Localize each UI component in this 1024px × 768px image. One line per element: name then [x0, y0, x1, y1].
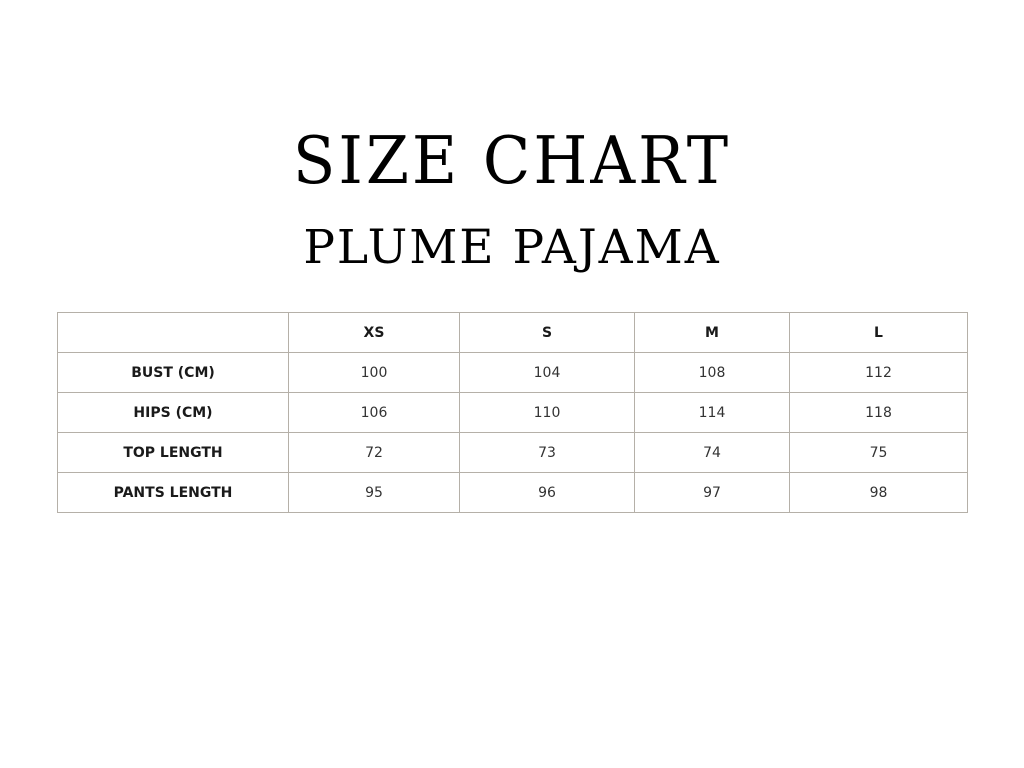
row-label-hips: HIPS (CM) — [58, 393, 289, 433]
table-cell: 98 — [790, 473, 968, 513]
table-cell: 97 — [635, 473, 790, 513]
table-row — [58, 473, 968, 513]
table-cell: 95 — [289, 473, 460, 513]
row-label-bust: BUST (CM) — [58, 353, 289, 393]
table-cell: 74 — [635, 433, 790, 473]
table-row — [58, 433, 968, 473]
table-row — [58, 353, 968, 393]
table-cell: 108 — [635, 353, 790, 393]
size-header-s: S — [460, 313, 635, 353]
table-cell: 112 — [790, 353, 968, 393]
table-cell: 104 — [460, 353, 635, 393]
row-label-top-length: TOP LENGTH — [58, 433, 289, 473]
size-header-xs: XS — [289, 313, 460, 353]
table-cell: 118 — [790, 393, 968, 433]
table-cell: 100 — [289, 353, 460, 393]
size-header-m: M — [635, 313, 790, 353]
header-row — [58, 313, 968, 353]
table-cell: 75 — [790, 433, 968, 473]
table-cell: 72 — [289, 433, 460, 473]
product-name: PLUME PAJAMA — [303, 220, 721, 275]
table-cell: 110 — [460, 393, 635, 433]
table-cell: 106 — [289, 393, 460, 433]
table-row — [58, 393, 968, 433]
table-cell: 96 — [460, 473, 635, 513]
size-header-l: L — [790, 313, 968, 353]
table-cell: 114 — [635, 393, 790, 433]
size-table — [57, 312, 968, 513]
table-cell: 73 — [460, 433, 635, 473]
page-title: SIZE CHART — [292, 122, 732, 199]
corner-cell — [58, 313, 289, 353]
row-label-pants-length: PANTS LENGTH — [58, 473, 289, 513]
